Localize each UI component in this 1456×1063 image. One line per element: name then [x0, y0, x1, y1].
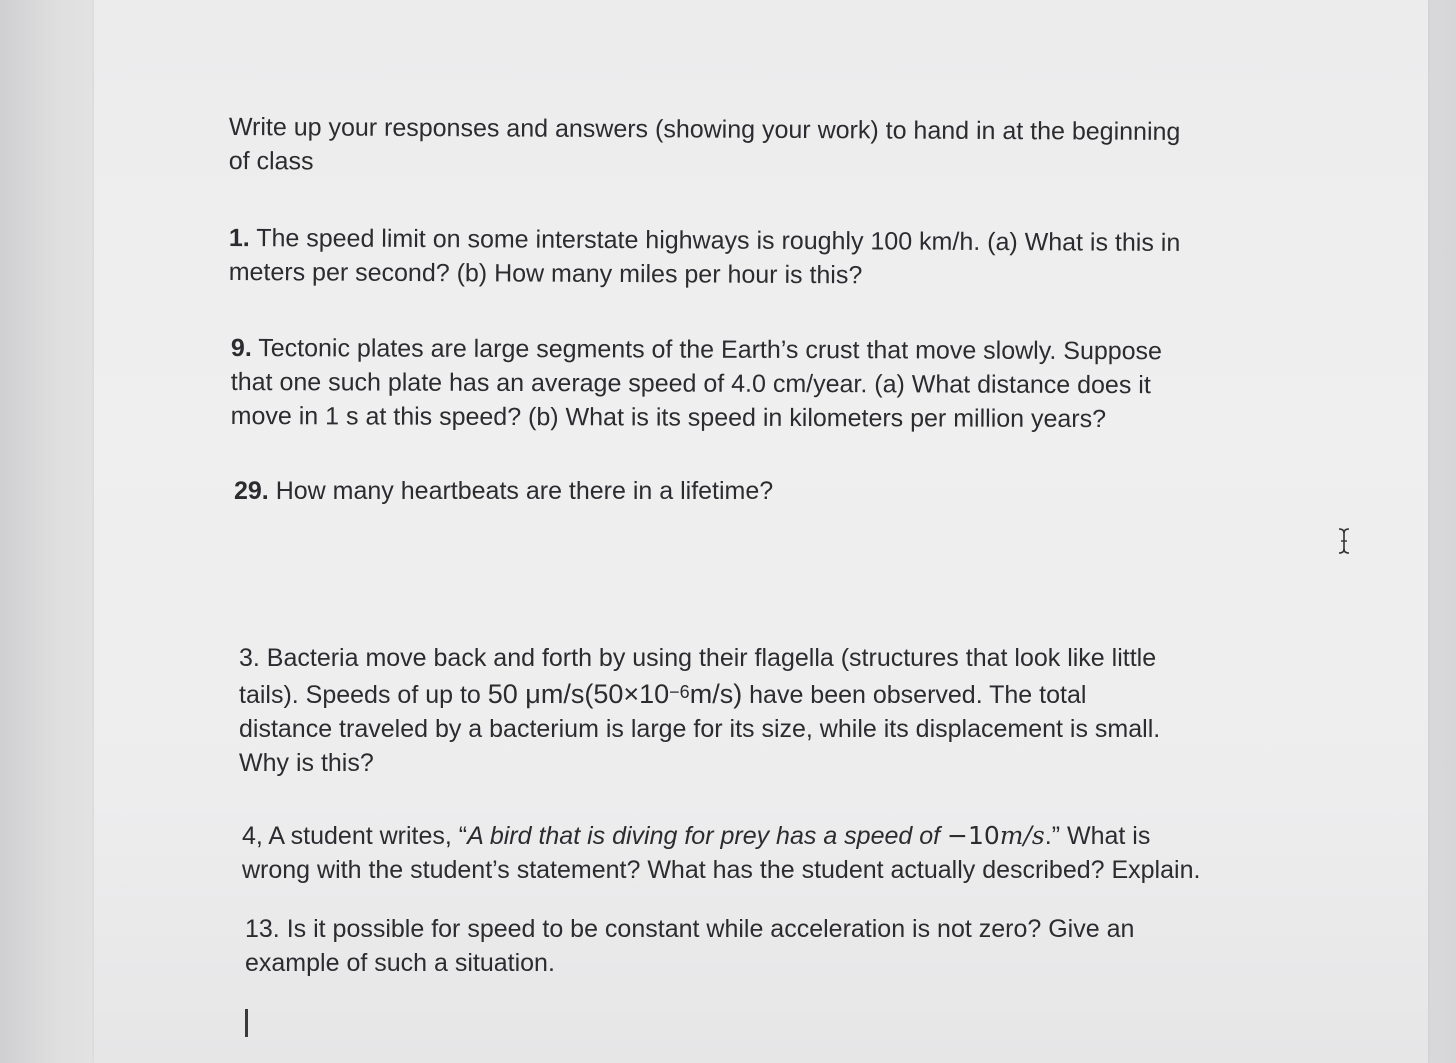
question-3-line-3: distance traveled by a bacterium is large for its size, while its displacement is small. — [239, 715, 1161, 743]
question-9-number: 9. — [230, 333, 252, 363]
instructions-line-2: of class — [228, 146, 314, 176]
question-4-quote: A bird that is diving for prey has a speed of — [467, 822, 948, 850]
text-cursor-ibeam-icon — [1336, 527, 1352, 555]
text-insertion-cursor[interactable] — [245, 1009, 248, 1037]
question-13-line-1: 13. Is it possible for speed to be constant while acceleration is not zero? Give an — [245, 915, 1135, 943]
question-3-speed-unit — [488, 679, 742, 709]
question-4 — [242, 819, 1200, 887]
question-29-line-1 — [234, 474, 773, 508]
question-9 — [231, 331, 1162, 436]
question-29-number: 29. — [234, 477, 269, 505]
question-4-line-2: wrong with the student’s statement? What has the student actually described? Explain. — [242, 856, 1201, 884]
question-29 — [234, 474, 773, 508]
question-4-line-1-post: .” What is — [1044, 822, 1151, 850]
instructions-line-1: Write up your responses and answers (showing your work) to hand in at the beginning — [228, 112, 1181, 146]
question-13-line-2: example of such a situation. — [245, 949, 555, 977]
question-3-speed-unit-end: m/s) — [689, 679, 743, 709]
question-1-number: 1. — [228, 223, 250, 253]
question-3-line-1: 3. Bacteria move back and forth by using their flagella (structures that look like little — [239, 644, 1157, 672]
question-9-line-2: that one such plate has an average speed of 4.0 cm/year. (a) What distance does it — [230, 367, 1151, 400]
question-1 — [229, 221, 1181, 294]
question-4-speed-unit: m/s — [999, 821, 1045, 850]
question-1-line-2: meters per second? (b) How many miles per hour is this? — [228, 257, 863, 290]
question-3-exponent: −6 — [669, 682, 690, 702]
question-4-speed-number: −10 — [947, 821, 1000, 850]
question-13 — [245, 912, 1134, 980]
question-1-text-1: The speed limit on some interstate highways is roughly 100 km/h. (a) What is this in — [256, 224, 1181, 257]
question-3-line-2-pre: tails). Speeds of up to — [239, 681, 488, 709]
question-3-line-2-post: have been observed. The total — [742, 681, 1087, 709]
question-1-line-1 — [229, 221, 1181, 260]
question-3 — [239, 641, 1160, 780]
question-9-line-1 — [231, 331, 1162, 368]
question-9-text-1: Tectonic plates are large segments of the Earth’s crust that move slowly. Suppose — [258, 334, 1163, 366]
question-3-line-4: Why is this? — [239, 749, 374, 777]
question-3-speed-value: 50 μm/s(50×10 — [487, 679, 670, 709]
instructions-paragraph — [229, 110, 1181, 183]
question-4-line-1 — [242, 819, 1200, 853]
question-29-text-1: How many heartbeats are there in a lifetime? — [275, 477, 774, 505]
question-4-line-1-pre: 4, A student writes, “ — [242, 822, 468, 850]
question-9-line-3: move in 1 s at this speed? (b) What is its speed in kilometers per million years? — [230, 401, 1107, 434]
question-3-line-2 — [239, 675, 1160, 712]
